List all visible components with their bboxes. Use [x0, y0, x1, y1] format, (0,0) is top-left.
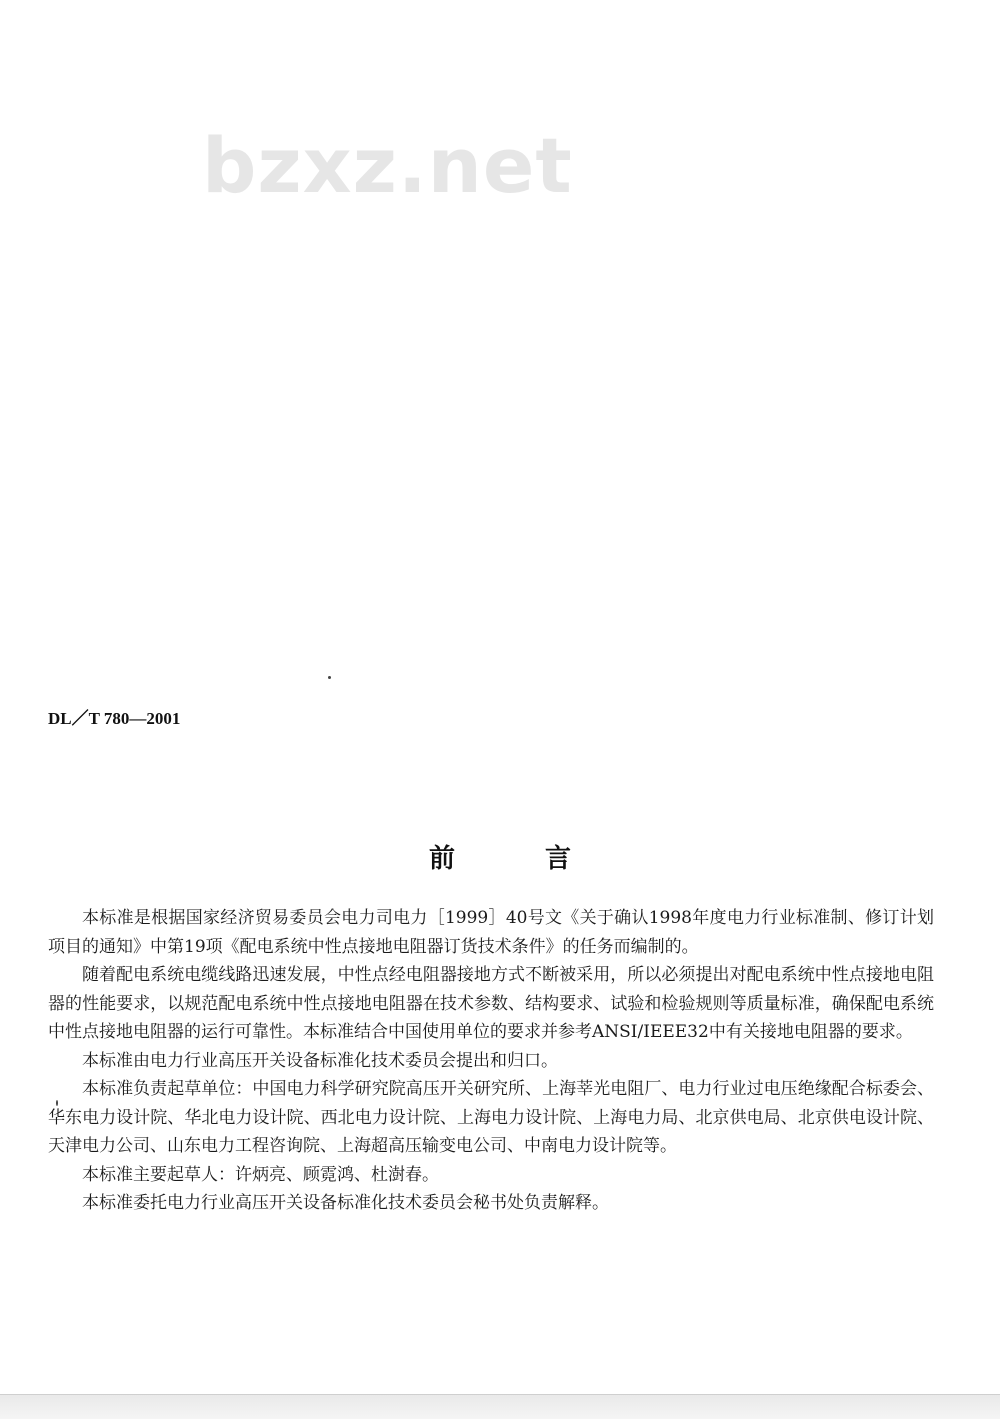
section-title: 前言: [428, 844, 661, 874]
paragraph: 本标准是根据国家经济贸易委员会电力司电力［1999］40号文《关于确认1998年度电力行业标准制、修订计划项目的通知》中第19项《配电系统中性点接地电阻器订货技术条件》的任务而编制的。: [48, 908, 934, 957]
paragraph: 随着配电系统电缆线路迅速发展，中性点经电阻器接地方式不断被采用，所以必须提出对配电系统中性点接地电阻器的性能要求，以规范配电系统中性点接地电阻器在技术参数、结构要求、试验和检验规则等质量标准，确保配电系统中性点接地电阻器的运行可靠性。本标准结合中国使用单位的要求并参考ANSI/IEEE32中有关接地电阻器的要求。: [48, 965, 934, 1042]
scan-speck: [328, 676, 331, 679]
paragraph: 本标准主要起草人：许炳亮、顾霓鸿、杜澍春。: [82, 1164, 439, 1185]
paragraph: 本标准委托电力行业高压开关设备标准化技术委员会秘书处负责解释。: [82, 1193, 609, 1213]
watermark-text: bzxz.net: [202, 121, 573, 210]
paragraph: 本标准负责起草单位：中国电力科学研究院高压开关研究所、上海莘光电阻厂、电力行业过电压绝缘配合标委会、华东电力设计院、华北电力设计院、西北电力设计院、上海电力设计院、上海电力局、北京供电局、北京供电设计院、天津电力公司、山东电力工程咨询院、上海超高压输变电公司、中南电力设计院等。: [48, 1079, 934, 1156]
page-bottom-edge: [0, 1394, 1000, 1419]
document-code: DL／T 780—2001: [48, 709, 181, 728]
preface-body: [48, 904, 934, 1218]
paragraph: 本标准由电力行业高压开关设备标准化技术委员会提出和归口。: [82, 1050, 558, 1071]
